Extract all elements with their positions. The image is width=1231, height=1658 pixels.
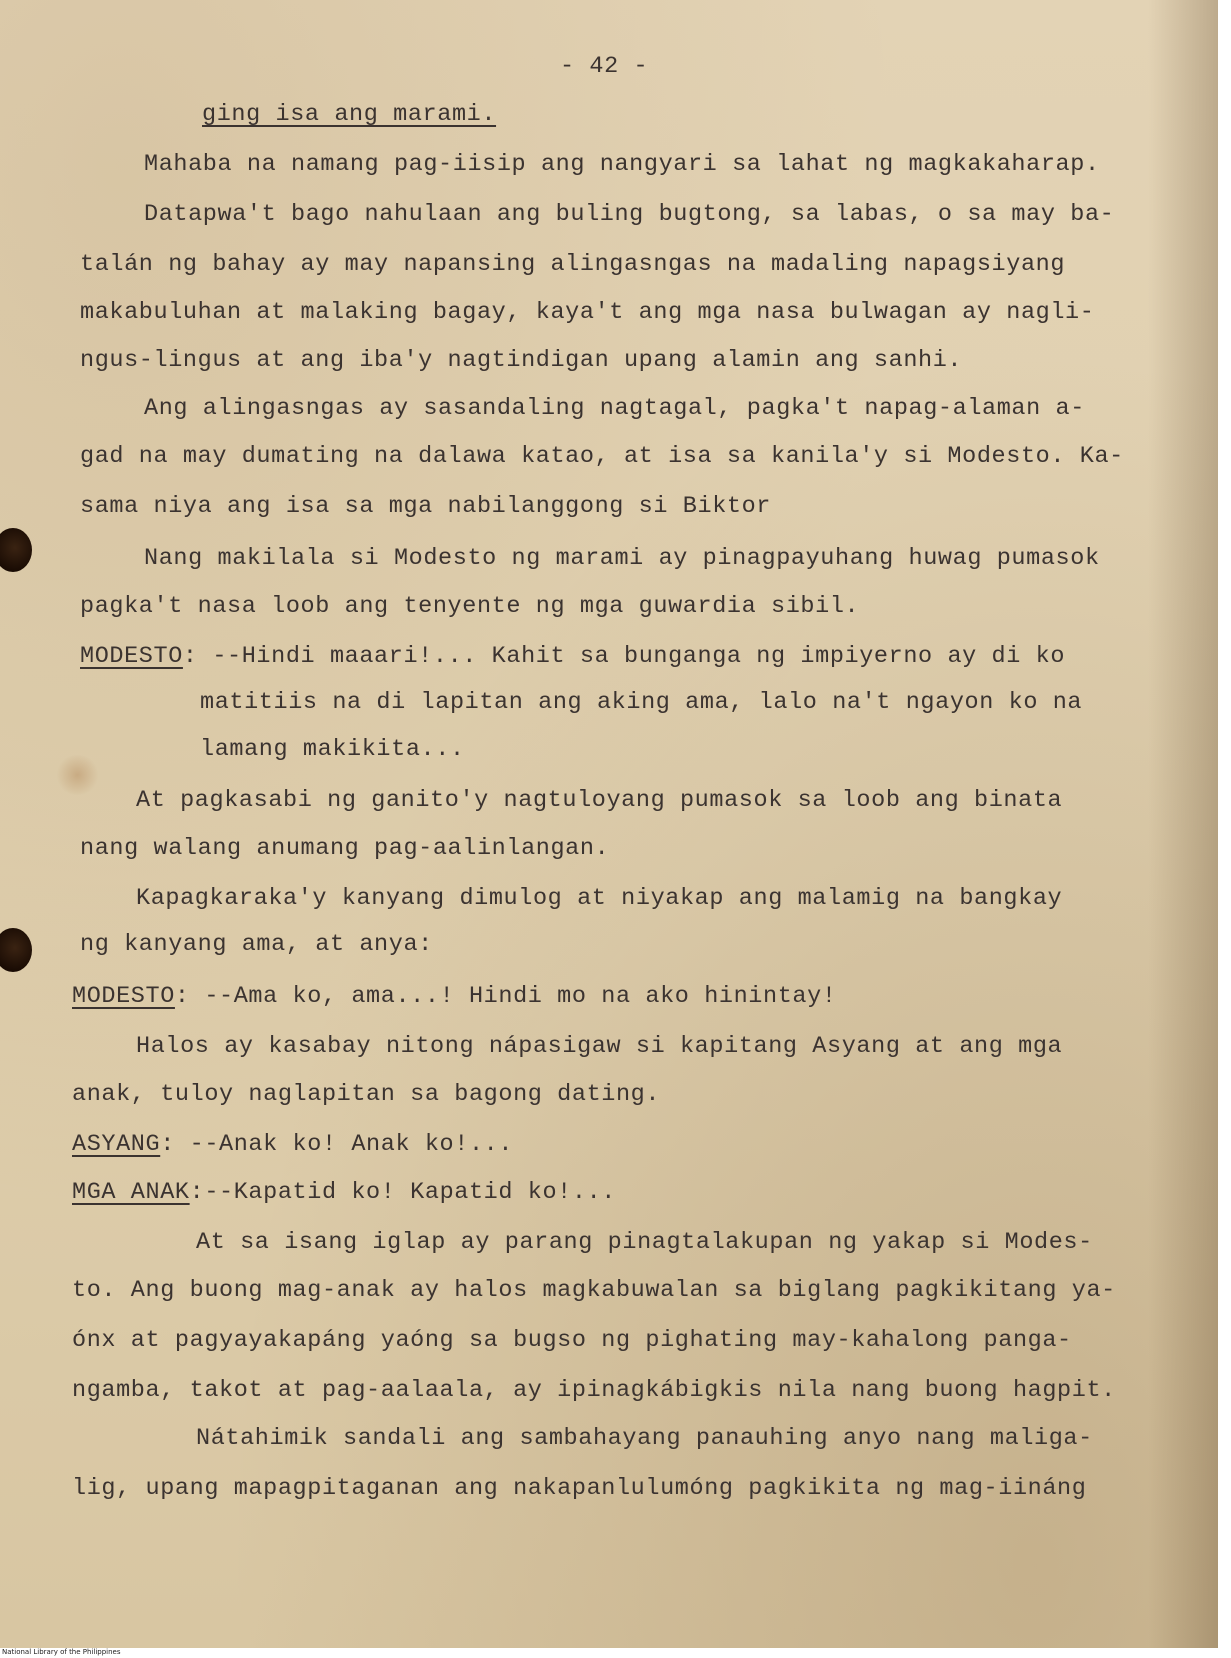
text-line [136, 786, 1062, 816]
page-edge-shadow [1148, 0, 1218, 1648]
speaker-label: MODESTO [72, 983, 175, 1010]
text-line [144, 150, 1100, 180]
text-segment: ng kanyang ama, at anya: [80, 931, 433, 958]
text-line [136, 1032, 1062, 1062]
text-segment: gad na may dumating na dalawa katao, at isa sa kanila'y si Modesto. Ka- [80, 443, 1124, 470]
speaker-label: ging isa ang marami. [202, 101, 497, 128]
text-segment: At pagkasabi ng ganito'y nagtuloyang pumasok sa loob ang binata [136, 787, 1063, 814]
text-line [72, 1080, 660, 1110]
text-line [80, 930, 433, 960]
text-segment: Nang makilala si Modesto ng marami ay pinagpayuhang huwag pumasok [144, 545, 1100, 572]
text-line [200, 688, 1082, 718]
paper-stain [55, 755, 100, 795]
text-segment: makabuluhan at malaking bagay, kaya't ang mga nasa bulwagan ay nagli- [80, 299, 1095, 326]
text-line [144, 200, 1114, 230]
text-line [72, 1326, 1072, 1356]
text-segment: lamang makikita... [200, 736, 465, 763]
text-segment: :--Kapatid ko! Kapatid ko!... [189, 1179, 616, 1206]
text-line [200, 735, 465, 765]
text-segment: Ang alingasngas ay sasandaling nagtagal, pagka't napag-alaman a- [144, 395, 1085, 422]
text-line [196, 1424, 1093, 1454]
text-line [202, 100, 496, 130]
text-segment: lig, upang mapagpitaganan ang nakapanlulumóng pagkikita ng mag-iináng [72, 1475, 1087, 1502]
text-line [144, 544, 1100, 574]
text-line [72, 1178, 616, 1208]
text-line [72, 1376, 1116, 1406]
text-segment: ngamba, takot at pag-aalaala, ay ipinagkábigkis nila nang buong hagpit. [72, 1377, 1116, 1404]
text-line [72, 1130, 513, 1160]
text-segment: Datapwa't bago nahulaan ang buling bugtong, sa labas, o sa may ba- [144, 201, 1115, 228]
speaker-label: MGA ANAK [72, 1179, 190, 1206]
page-number: - 42 - [560, 53, 649, 80]
text-segment: : --Hindi maaari!... Kahit sa bunganga ng impiyerno ay di ko [182, 643, 1066, 670]
text-segment: At sa isang iglap ay parang pinagtalakupan ng yakap si Modes- [196, 1229, 1093, 1256]
text-line [80, 592, 859, 622]
text-segment: anak, tuloy naglapitan sa bagong dating. [72, 1081, 661, 1108]
text-line [144, 394, 1085, 424]
text-line [72, 982, 837, 1012]
punch-hole-top [0, 528, 32, 572]
text-segment: sama niya ang isa sa mga nabilanggong si Biktor [80, 493, 772, 520]
footer-credit: National Library of the Philippines [2, 1648, 121, 1656]
text-segment: Nátahimik sandali ang sambahayang panauhing anyo nang maliga- [196, 1425, 1093, 1452]
text-segment: ónx at pagyayakapáng yaóng sa bugso ng pighating may-kahalong panga- [72, 1327, 1072, 1354]
text-line [196, 1228, 1093, 1258]
text-segment: nang walang anumang pag-aalinlangan. [80, 835, 610, 862]
text-segment: Mahaba na namang pag-iisip ang nangyari sa lahat ng magkakaharap. [144, 151, 1100, 178]
speaker-label: ASYANG [72, 1131, 161, 1158]
speaker-label: MODESTO [80, 643, 183, 670]
text-line [72, 1276, 1116, 1306]
text-segment: : --Anak ko! Anak ko!... [160, 1131, 514, 1158]
text-segment: ngus-lingus at ang iba'y nagtindigan upang alamin ang sanhi. [80, 347, 963, 374]
text-line [80, 834, 609, 864]
text-segment: Kapagkaraka'y kanyang dimulog at niyakap ang malamig na bangkay [136, 885, 1063, 912]
text-line [72, 1474, 1086, 1504]
text-segment: matitiis na di lapitan ang aking ama, lalo na't ngayon ko na [200, 689, 1083, 716]
text-line [136, 884, 1062, 914]
text-line [80, 442, 1124, 472]
text-segment: pagka't nasa loob ang tenyente ng mga guwardia sibil. [80, 593, 860, 620]
text-segment: : --Ama ko, ama...! Hindi mo na ako hinintay! [174, 983, 837, 1010]
text-line [80, 492, 771, 522]
punch-hole-bottom [0, 928, 32, 972]
text-segment: talán ng bahay ay may napansing alingasngas na madaling napagsiyang [80, 251, 1066, 278]
text-segment: Halos ay kasabay nitong nápasigaw si kapitang Asyang at ang mga [136, 1033, 1063, 1060]
text-line [80, 346, 962, 376]
text-segment: to. Ang buong mag-anak ay halos magkabuwalan sa biglang pagkikitang ya- [72, 1277, 1116, 1304]
text-line [80, 250, 1065, 280]
text-line [80, 642, 1065, 672]
text-line [80, 298, 1094, 328]
